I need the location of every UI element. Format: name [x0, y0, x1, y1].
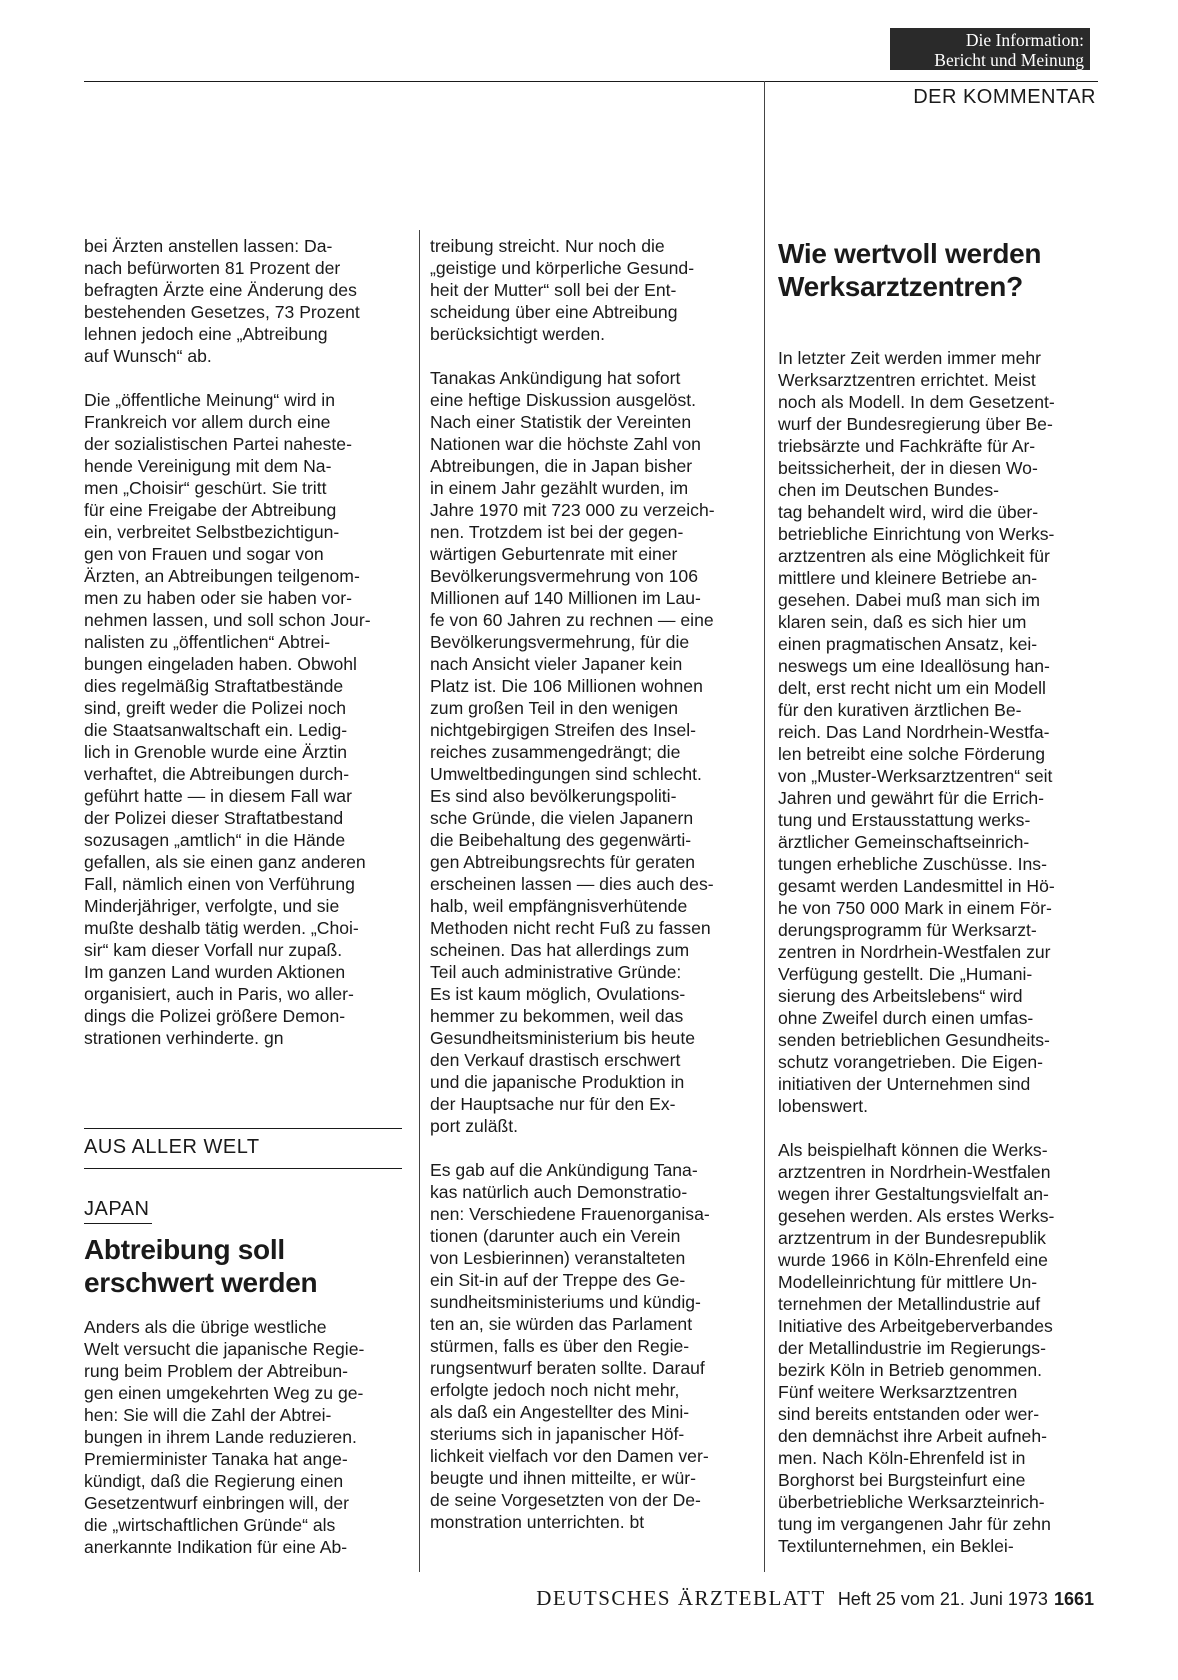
kicker-underline — [84, 1223, 152, 1224]
col1-paragraph-1: bei Ärzten anstellen lassen: Da- nach befürworten 81 Prozent der befragten Ärzte eine Änderung des bestehenden Gesetzes, 73 Prozent lehnen jedoch eine „Abtreibung auf Wunsch“ ab. — [84, 236, 360, 366]
page-footer — [482, 1586, 1094, 1611]
article-headline-werksarzt: Wie wertvoll werden Werksarztzentren? — [778, 238, 1042, 302]
japan-paragraph-1: Anders als die übrige westliche Welt versucht die japanische Regie- rung beim Problem der Abtreibun- gen einen umgekehrten Weg zu ge- hen: Sie will die Zahl der Abtrei- bungen in ihrem Lande reduzieren. Premierminister Tanaka hat ange- kündigt, daß die Regierung einen Gesetzentwurf einbringen will, der die „wirtschaftlichen Gründe“ als anerkannte Indikation für eine Ab- — [84, 1317, 365, 1557]
issue-info: Heft 25 vom 21. Juni 1973 — [837, 1589, 1048, 1609]
col2-paragraph-3: Es gab auf die Ankündigung Tana- kas natürlich auch Demonstratio- nen: Verschiedene Frauenorganisa- tionen (darunter auch ein Verein von Lesbierinnen) veranstalteten ein Sit-in auf der Treppe des Ge- sundheitsministeriums und kündig- ten an, sie würden das Parlament stürmen, falls es über den Regie- rungsentwurf beraten sollte. Darauf erfolgte jedoch noch nicht mehr, als daß ein Angestellter des Mini- steriums sich in japanischer Höf- lichkeit vielfach vor den Damen ver- beugte und ihnen mitteilte, er wür- de seine Vorgesetzten von der De- monstration unterrichten. bt — [430, 1160, 710, 1532]
article-headline-japan: Abtreibung soll erschwert werden — [84, 1234, 318, 1298]
page-number: 1661 — [1053, 1589, 1094, 1609]
col1-paragraph-2: Die „öffentliche Meinung“ wird in Frankreich vor allem durch eine der sozialistischen Partei naheste- hende Vereinigung mit dem Na- men „Choisir“ geschürt. Sie tritt für eine Freigabe der Abtreibung ein, verbreitet Selbstbezichtigun- gen von Frauen und sogar von Ärzten, an Abtreibungen teilgenom- men zu haben oder sie haben vor- nehmen lassen, und soll schon Jour- nalisten zu „öffentlichen“ Abtrei- bungen eingeladen haben. Obwohl dies regelmäßig Straftatbestände sind, greift weder die Polizei noch die Staatsanwaltschaft ein. Ledig- lich in Grenoble wurde eine Ärztin verhaftet, die Abtreibungen durch- geführt hatte — in diesem Fall war der Polizei dieser Straftatbestand sozusagen „amtlich“ in die Hände gefallen, als sie einen ganz anderen Fall, nämlich einen von Verführung Minderjähriger, verfolgte, und sie mußte deshalb tätig werden. „Choi- sir“ kam dieser Vorfall nur zupaß. Im ganzen Land wurden Aktionen organisiert, auch in Paris, wo aller- dings die Polizei größere Demon- strationen verhinderte. gn — [84, 390, 371, 1048]
article-kicker: JAPAN — [84, 1198, 150, 1220]
section-header-box — [890, 28, 1090, 70]
header-box-line1: Die Information: — [965, 30, 1084, 50]
japan-article-body — [84, 1316, 404, 1558]
col2-paragraph-2: Tanakas Ankündigung hat sofort eine heftige Diskussion ausgelöst. Nach einer Statistik der Vereinten Nationen war die höchste Zahl von Abtreibungen, die in Japan bisher in einem Jahr gezählt wurden, im Jahre 1970 mit 723 000 zu verzeich- nen. Trotzdem ist bei der gegen- wärtigen Geburtenrate mit einer Bevölkerungsvermehrung von 106 Millionen auf 140 Millionen im Lau- fe von 60 Jahren zu rechnen — eine Bevölkerungsvermehrung, für die nach Ansicht vieler Japaner kein Platz ist. Die 106 Millionen wohnen zum großen Teil in den wenigen nichtgebirgigen Streifen des Insel- reiches zusammengedrängt; die Umweltbedingungen sind schlecht. Es sind also bevölkerungspoliti- sche Gründe, die vielen Japanern die Beibehaltung des gegenwärti- gen Abtreibungsrechts für geraten erscheinen lassen — dies auch des- halb, weil empfängnisverhütende Methoden nicht recht Fuß zu fassen scheinen. Das hat allerdings zum Teil auch administrative Gründe: Es ist kaum möglich, Ovulations- hemmer zu bekommen, weil das Gesundheitsministerium bis heute den Verkauf drastisch erschwert und die japanische Produktion in der Hauptsache nur für den Ex- port zuläßt. — [430, 368, 715, 1136]
rubric-rule-bottom — [84, 1168, 402, 1169]
column-3 — [778, 235, 1096, 1557]
rubric-rule-top — [84, 1128, 402, 1129]
column-separator-2 — [764, 81, 765, 1572]
magazine-title: DEUTSCHES ÄRZTEBLATT — [536, 1586, 826, 1610]
column-2 — [430, 235, 750, 1533]
col2-paragraph-1: treibung streicht. Nur noch die „geistige und körperliche Gesund- heit der Mutter“ soll bei der Ent- scheidung über eine Abtreibung berücksichtigt werden. — [430, 236, 695, 344]
section-label: DER KOMMENTAR — [913, 86, 1096, 108]
column-1 — [84, 235, 404, 1049]
header-box-line2: Bericht und Meinung — [934, 50, 1084, 70]
column-separator-1 — [419, 230, 420, 1572]
col3-paragraph-1: In letzter Zeit werden immer mehr Werksarztzentren errichtet. Meist noch als Modell. In dem Gesetzent- wurf der Bundesregierung über Be- triebsärzte und Fachkräfte für Ar- beitssicherheit, der in diesen Wo- chen im Deutschen Bundes- tag behandelt wird, wird die über- betriebliche Einrichtung von Werks- arztzentren als eine Möglichkeit für mittlere und kleinere Betriebe an- gesehen. Dabei muß man sich im klaren sein, daß es sich hier um einen pragmatischen Ansatz, kei- neswegs um eine Ideallösung han- delt, erst recht nicht um ein Modell für den kurativen ärztlichen Be- reich. Das Land Nordrhein-Westfa- len betreibt eine solche Förderung von „Muster-Werksarztzentren“ seit Jahren und gewährt für die Errich- tung und Erstausstattung werks- ärztlicher Gemeinschaftseinrich- tungen erhebliche Zuschüsse. Ins- gesamt werden Landesmittel in Hö- he von 750 000 Mark in einem För- derungsprogramm für Werksarzt- zentren in Nordrhein-Westfalen zur Verfügung gestellt. Die „Humani- sierung des Arbeitslebens“ wird ohne Zweifel durch einen umfas- senden betrieblichen Gesundheits- schutz vorangetrieben. Die Eigen- initiativen der Unternehmen sind lobenswert. — [778, 348, 1055, 1116]
rubric-label: AUS ALLER WELT — [84, 1136, 260, 1158]
col3-paragraph-2: Als beispielhaft können die Werks- arztzentren in Nordrhein-Westfalen wegen ihrer Gestaltungsvielfalt an- gesehen werden. Als erstes Werks- arztzentrum in der Bundesrepublik wurde 1966 in Köln-Ehrenfeld eine Modelleinrichtung für mittlere Un- ternehmen der Metallindustrie auf Initiative des Arbeitgeberverbandes der Metallindustrie im Regierungs- bezirk Köln in Betrieb genommen. Fünf weitere Werksarztzentren sind bereits entstanden oder wer- den demnächst ihre Arbeit aufneh- men. Nach Köln-Ehrenfeld ist in Borghorst bei Burgsteinfurt eine überbetriebliche Werksarzteinrich- tung im vergangenen Jahr für zehn Textilunternehmen, ein Beklei- — [778, 1140, 1055, 1556]
top-rule — [84, 81, 1098, 82]
